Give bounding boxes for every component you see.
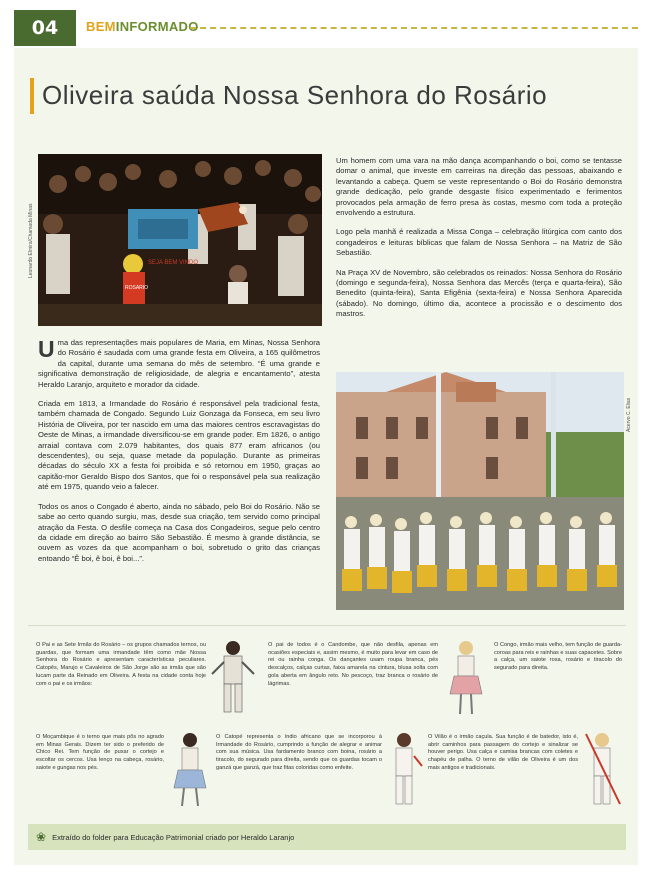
article-title: Oliveira saúda Nossa Senhora do Rosário [42, 80, 548, 110]
title-accent-bar [30, 78, 34, 114]
caption-catope: O Catopé representa o índio africano que se incorporou à Irmandade do Rosário, cumprindo a função de alegrar e animar com sua música. Usa fardamento branco com boina, rosário a tiracolo, do segurado para direita, sendo que os guardas tocam o ganzá que ganzá, que traz fitas coloridas como enfeite. [216, 734, 382, 771]
caption-mocambique: O Moçambique é o terno que mais pôs no agrado em Minas Gerais. Dizem ter sido o preferido de Chico Rei. Tem função de puxar o cortejo e escoltar os cercos. Usa lenço na cabeça, rosário, saiote e gungas nos pés. [36, 734, 164, 771]
brand-part1: BEM [86, 19, 116, 34]
col2-paragraph-1: Um homem com uma vara na mão dança acompanhando o boi, como se tentasse domar o animal, que investe em carreiras na direção das pessoas, abaixando e levantando a cabeça. Quem se veste representando o Boi do Rosário demonstra grande dedicação, pelo grande desgaste físico experimentado e ferimentos provocados pela armação de ferro presa às costas, mesmo com toda a proteção envolvendo a estrutura. [336, 156, 622, 218]
caption-candombe: O pai de todos é o Candombe, que não desfila, apenas em ocasiões especiais e, assim mesmo, é muito para levar em caso de rei ou rainha conga. Os dançantes usam roupa branca, pés descalços, calças curtas, faixa amarela na cintura, blusa solta com gola aberta em ângulo reto. No pescoço, traz branca o rosário de lágrimas. [268, 642, 438, 687]
shirt-text: ROSARIO [125, 285, 149, 291]
article-column-2 [336, 156, 622, 329]
col1-paragraph-2: Criada em 1813, a Irmandade do Rosário é responsável pela tradicional festa, também chamada de Congado. Segundo Luiz Gonzaga da Fonseca, em seu livro História de Oliveira, por ter nascido em uma das maiores centros escravagistas do Oeste de Minas, a irmandade diversificou-se em grande poder. Em 1826, o antigo arraial contava com 2.079 habitantes, dos quais 877 eram africanos (ou descendentes), ou seja, quase metade da população. Durante as primeiras décadas do século XX a festa foi proibida e só retornou em 1950, graças ao capitão-mor Geraldo Bispo dos Santos, que foi o responsável pela sua realização até em 1975, quando veio a falecer. [38, 399, 320, 492]
costume-section [28, 625, 626, 816]
col2-paragraph-3: Na Praça XV de Novembro, são celebrados os reinados: Nossa Senhora do Rosário (domingo e segunda-feira), Nossa Senhora das Mercês (terça e quarta-feira), São Benedito (quinta-feira), Santa Efigênia (sexta-feira) e Nossa Senhora Aparecida (sábado). No domingo, último dia, acontece a procissão e o descimento dos mastros. [336, 267, 622, 319]
photo-procession [336, 372, 624, 610]
col1-p1-text: ma das representações mais populares de Maria, em Minas, Nossa Senhora do Rosário é saudada com uma grande festa em Oliveira, a 165 quilômetros da capital, durante uma semana do mês de setembro. “É uma grande e significativa demonstração de religiosidade, de alegria e encantamento”, atesta Heraldo Laranjo, arquiteto e morador da cidade. [38, 338, 320, 389]
figure-catope [384, 730, 424, 815]
header-rule [190, 27, 638, 29]
figure-congo-girl [446, 638, 486, 723]
photo-bull-festival [38, 154, 322, 326]
page-number: 04 [14, 10, 76, 46]
caption-sete-irmaos: O Pai e as Sete Irmãs do Rosário – os grupos chamados ternos, ou guardas, que formam uma irmandade têm como mãe Nossa Senhora do Rosário e apresentam características peculiares. Catopês, Marujo e Cavaleiros de São Jorge são as irmãs que são lucam parte da Reinado em Oliveira. A festa na cidade conta hoje com o pai e os irmãos: [36, 642, 206, 687]
figure-congo-dancer [208, 638, 258, 723]
footer-text: Extraído do folder para Educação Patrimonial criado por Heraldo Laranjo [52, 832, 295, 842]
brand-part2: INFORMADO [115, 19, 199, 34]
brand-logo [86, 19, 199, 34]
drop-cap: U [38, 336, 55, 362]
col1-paragraph-1 [38, 338, 320, 390]
caption-congo: O Congo, irmão mais velho, tem função de guarda-coroas para reis e rainhas e suas capacetes. Sobre a calça, um saiote rosa, rosário e tiracolo do segurado para direita. [494, 642, 622, 672]
figure-mocambique [168, 730, 213, 815]
caption-vilao: O Vilão é o irmão caçula. Sua função é de batedor, isto é, abrir caminhos para passagem do cortejo e sinalizar se houver perigo. Usa calça e camisa brancas com coletes e chapéu de palha. O terno de vilão de Oliveira é um dos mais antigos e tradicionais. [428, 734, 578, 771]
person-icon: ❀ [36, 830, 47, 844]
article-column-1 [38, 338, 320, 573]
bull-banner-text: SEJA BEM VINDO [148, 260, 199, 266]
col1-paragraph-3: Todos os anos o Congado é aberto, ainda no sábado, pelo Boi do Rosário. Não se sabe ao certo quando surgiu, mas, desde sua criação, tem servido como principal atração da Festa. O desfile começa na Casa dos Congadeiros, segue pelo centro da cidade em direção ao bairro São Sebastião. É mesmo à grande distância, se ouvem as vozes da que acompanham o boi, sobretudo o grito das crianças entoando “Ê boi, ê boi, ê boi...”. [38, 501, 320, 563]
col2-paragraph-2: Logo pela manhã é realizada a Missa Conga – celebração litúrgica com canto dos congadeiros e leituras bíblicas que falam de Nossa Senhora – na Matriz de São Sebastião. [336, 227, 622, 258]
source-footer [28, 824, 626, 850]
photo2-credit: Acervo C. Elias [626, 397, 632, 432]
photo1-credit: Leonardo Elmira/Chamada Minas [28, 203, 34, 278]
figure-vilao [582, 730, 624, 815]
